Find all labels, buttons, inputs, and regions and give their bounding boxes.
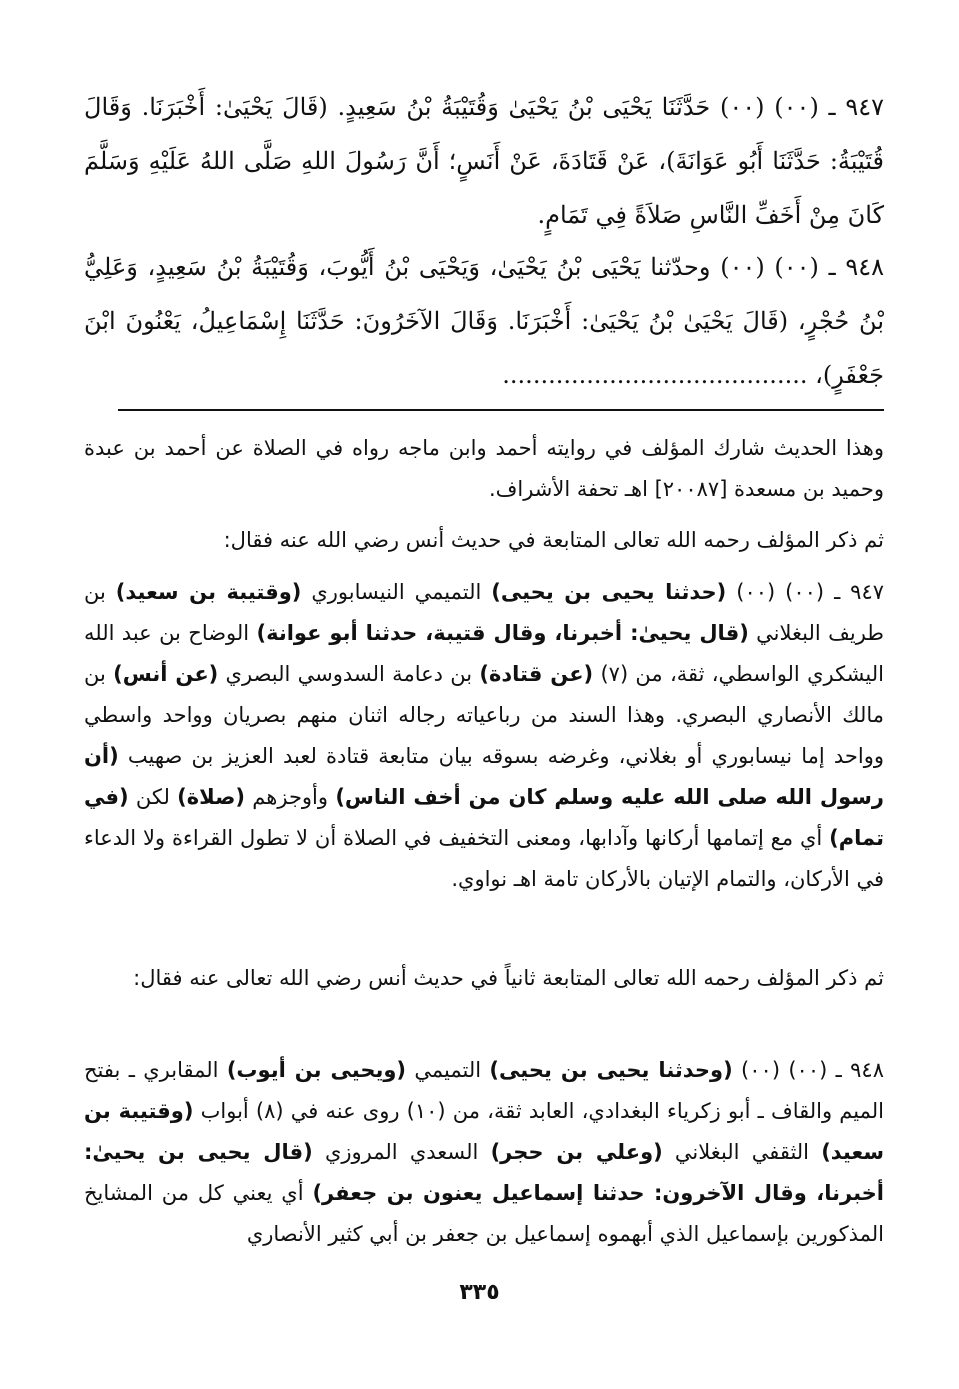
commentary-takhrij: وهذا الحديث شارك المؤلف في روايته أحمد وابن ماجه رواه في الصلاة عن أحمد بن عبدة وحميد بن مسعدة [٢٠٠٨٧] اهـ تحفة الأشراف. <box>84 436 884 501</box>
commentary-intro-947: ثم ذكر المؤلف رحمه الله تعالى المتابعة في حديث أنس رضي الله عنه فقال: <box>223 528 884 552</box>
commentary-948-s3: التميمي <box>406 1058 490 1082</box>
commentary-947-s17: أي مع إتمامها أركانها وآدابها، ومعنى التخفيف في الصلاة أن لا تطول القراءة ولا الدعاء في الأركان، والتمام الإتيان بالأركان تامة اهـ نواوي. <box>84 826 884 891</box>
commentary-947-s5: بن طريف البغلاني <box>84 580 884 645</box>
commentary-947-s2: (حدثنا يحيى بن يحيى) <box>491 580 727 604</box>
commentary-947-s10: (عن أنس) <box>113 662 219 686</box>
commentary-948-s5: المقابري ـ بفتح الميم والقاف ـ أبو زكرياء البغدادي، العابد ثقة، من (١٠) روى عنه في (٨) أبواب <box>84 1058 884 1123</box>
commentary-948-s10: (قال يحيى بن يحيىٰ: أخبرنا، وقال الآخرون: حدثنا إسماعيل يعنون بن جعفر) <box>84 1140 884 1205</box>
hadith-947 <box>84 80 884 242</box>
commentary-947-s6: (قال يحيىٰ: أخبرنا، وقال قتيبة، حدثنا أبو عوانة) <box>256 621 749 645</box>
page-number: ٣٣٥ <box>459 1280 500 1305</box>
commentary-947 <box>84 572 884 900</box>
commentary-948 <box>84 1050 884 1255</box>
commentary-948-s9: السعدي المروزي <box>312 1140 491 1164</box>
commentary-948-s6: (وقتيبة بن سعيد) <box>84 1099 885 1164</box>
commentary-947-s3: التميمي النيسابوري <box>301 580 492 604</box>
commentary-948-s2: (وحدثنا يحيى بن يحيى) <box>489 1058 733 1082</box>
commentary-948-s4: (ويحيى بن أيوب) <box>226 1058 407 1082</box>
commentary-947-s9: بن دعامة السدوسي البصري <box>218 662 480 686</box>
commentary-947-s7: الوضاح بن عبد الله اليشكري الواسطي، ثقة، من (٧) <box>84 621 884 686</box>
commentary-947-s1: ٩٤٧ ـ (٠٠) (٠٠) <box>726 580 885 604</box>
commentary-947-s4: (وقتيبة بن سعيد) <box>115 580 302 604</box>
hadith-948-number: ٩٤٨ ـ (٠٠) (٠٠) <box>720 253 884 281</box>
commentary-947-s15: لكن <box>128 785 178 809</box>
commentary-947-s8: (عن قتادة) <box>479 662 594 686</box>
hadith-947-text: حَدَّثَنَا يَحْيَى بْنُ يَحْيَىٰ وَقُتَيْبَةُ بْنُ سَعِيدٍ. (قَالَ يَحْيَىٰ: أَخْبَرَنَا. وَقَالَ قُتَيْبَةُ: حَدَّثَنَا أَبُو عَوَانَةَ)، عَنْ قَتَادَةَ، عَنْ أَنَسٍ؛ أَنَّ رَسُولَ اللهِ صَلَّى اللهُ عَلَيْهِ وَسَلَّمَ كَانَ مِنْ أَخَفِّ النَّاسِ صَلاَةً فِي تَمَامٍ. <box>84 93 884 229</box>
commentary-948-s1: ٩٤٨ ـ (٠٠) (٠٠) <box>732 1058 884 1082</box>
commentary-947-s16: (في تمام) <box>84 785 884 850</box>
commentary-947-s14: (صلاة) <box>177 785 246 809</box>
hadith-947-number: ٩٤٧ ـ (٠٠) (٠٠) <box>720 93 885 121</box>
footnote-divider <box>118 409 884 411</box>
commentary-947-s11: بن مالك الأنصاري البصري. وهذا السند من رباعياته رجاله اثنان منهم بصريان وواحد واسطي وواحد إما نيسابوري أو بغلاني، وغرضه بسوقه بيان متابعة قتادة لعبد العزيز بن صهيب <box>84 662 884 768</box>
commentary-948-s11: أي يعني كل من المشايخ المذكورين بإسماعيل الذي أبهموه إسماعيل بن جعفر بن أبي كثير الأنصاري <box>84 1181 884 1246</box>
commentary-948-s7: الثقفي البغلاني <box>662 1140 822 1164</box>
hadith-948-text: وحدّثنا يَحْيَى بْنُ يَحْيَىٰ، وَيَحْيَى بْنُ أَيُّوبَ، وَقُتَيْبَةُ بْنُ سَعِيدٍ، وَعَلِيُّ بْنُ حُجْرٍ، (قَالَ يَحْيَىٰ بْنُ يَحْيَىٰ: أَخْبَرَنَا. وَقَالَ الآخَرُونَ: حَدَّثَنَا إِسْمَاعِيلُ، يَعْنُونَ ابْنَ جَعْفَرٍ)، ........................................ <box>84 253 884 389</box>
commentary-947-s12: (أن رسول الله صلى الله عليه وسلم كان من أخف الناس) <box>84 744 884 809</box>
commentary-intro-948: ثم ذكر المؤلف رحمه الله تعالى المتابعة ثانياً في حديث أنس رضي الله تعالى عنه فقال: <box>133 966 884 990</box>
commentary-948-s8: (وعلي بن حجر) <box>490 1140 663 1164</box>
hadith-948 <box>84 240 884 402</box>
commentary-947-s13: وأوجزهم <box>245 785 336 809</box>
